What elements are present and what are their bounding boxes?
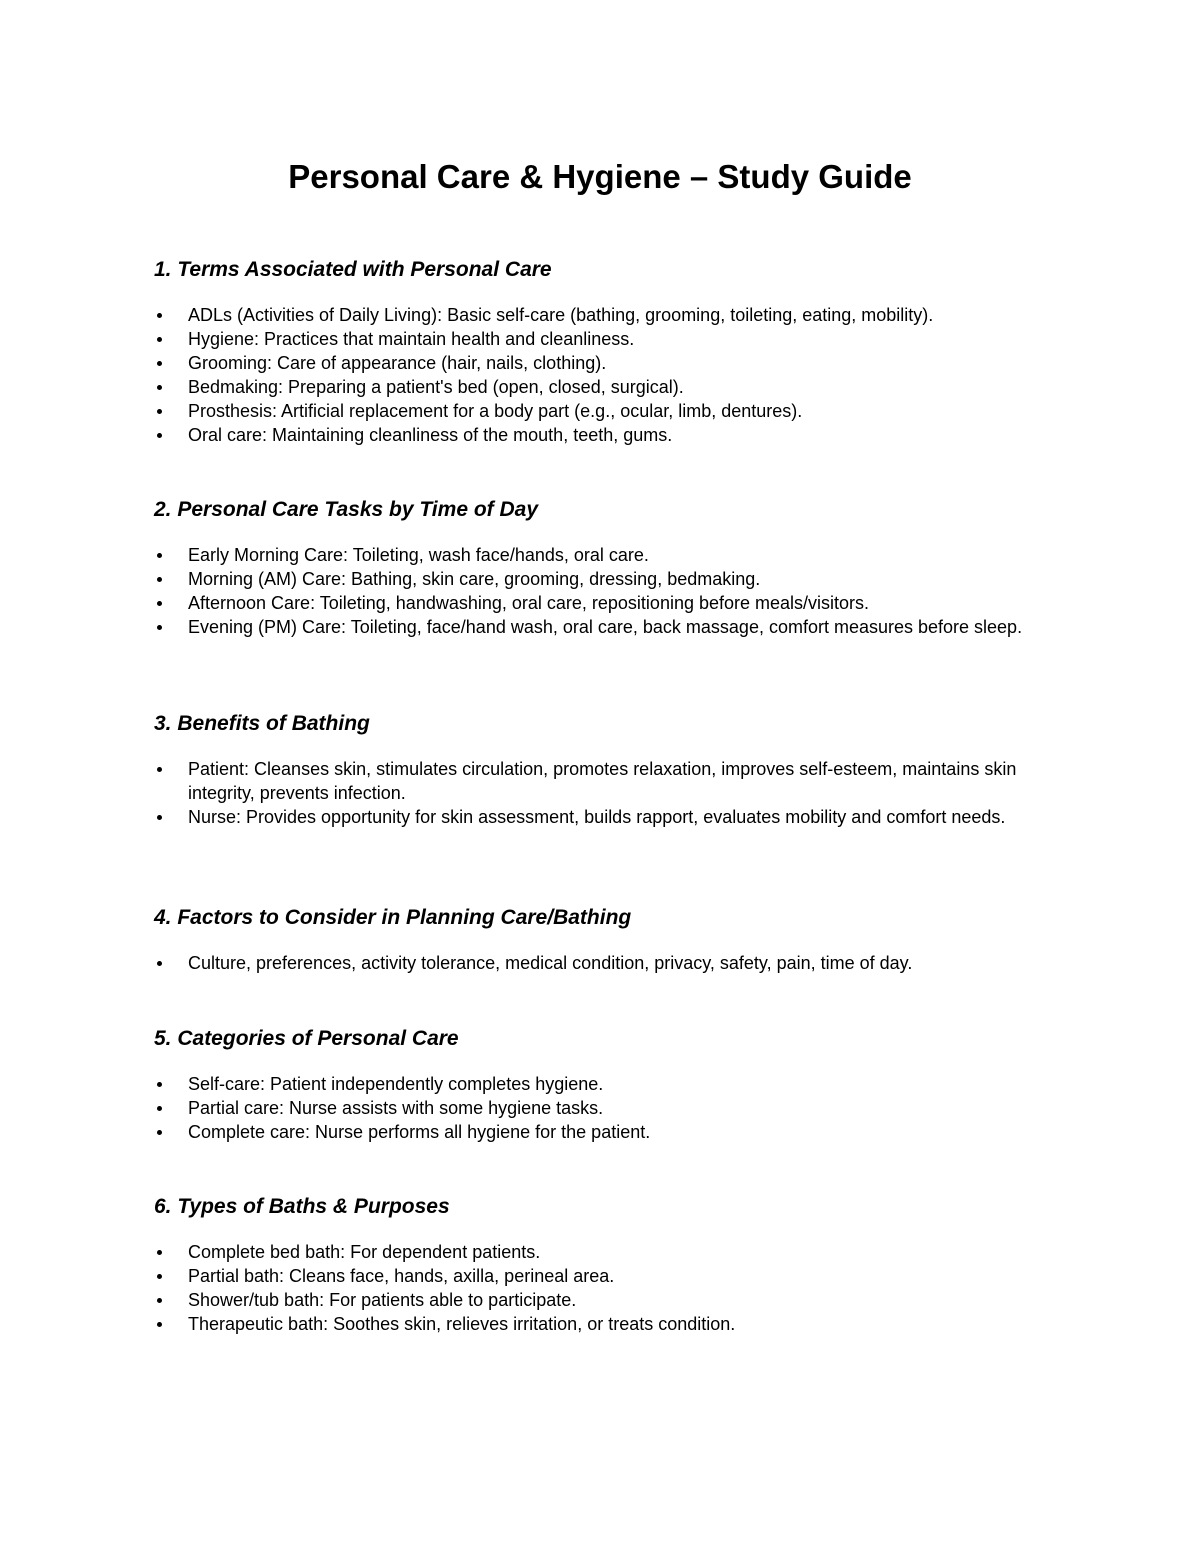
list-item: Hygiene: Practices that maintain health and cleanliness. (154, 327, 1056, 351)
document-title: Personal Care & Hygiene – Study Guide (288, 158, 912, 195)
bullet-icon (157, 385, 162, 390)
list-item: Culture, preferences, activity tolerance, medical condition, privacy, safety, pain, time of day. (154, 951, 1056, 975)
bullet-icon (157, 601, 162, 606)
bullet-icon (157, 1274, 162, 1279)
list-item: Patient: Cleanses skin, stimulates circulation, promotes relaxation, improves self-esteem, maintains skin integrity, prevents infection. (154, 757, 1056, 805)
bullet-icon (157, 625, 162, 630)
section-benefits-of-bathing (154, 709, 1054, 829)
list-item: Oral care: Maintaining cleanliness of the mouth, teeth, gums. (154, 423, 1056, 447)
section-tasks-by-time (154, 495, 1054, 639)
section-categories (154, 1024, 1054, 1144)
bullet-icon (157, 961, 162, 966)
bullet-icon (157, 409, 162, 414)
bullet-icon (157, 1106, 162, 1111)
bullet-list (154, 951, 1054, 975)
section-heading: 4. Factors to Consider in Planning Care/Bathing (154, 906, 632, 929)
list-item: Evening (PM) Care: Toileting, face/hand wash, oral care, back massage, comfort measures before sleep. (154, 615, 1056, 639)
bullet-icon (157, 553, 162, 558)
bullet-icon (157, 433, 162, 438)
section-heading: 3. Benefits of Bathing (154, 712, 370, 735)
list-item: Self-care: Patient independently completes hygiene. (154, 1072, 1056, 1096)
section-types-of-baths (154, 1192, 1054, 1336)
section-heading: 2. Personal Care Tasks by Time of Day (154, 498, 539, 521)
list-item: Partial care: Nurse assists with some hygiene tasks. (154, 1096, 1056, 1120)
list-item: Prosthesis: Artificial replacement for a body part (e.g., ocular, limb, dentures). (154, 399, 1056, 423)
bullet-list (154, 1240, 1054, 1336)
section-terms (154, 255, 1054, 447)
list-item: Afternoon Care: Toileting, handwashing, oral care, repositioning before meals/visitors. (154, 591, 1056, 615)
bullet-icon (157, 1250, 162, 1255)
list-item: ADLs (Activities of Daily Living): Basic self-care (bathing, grooming, toileting, eating, mobility). (154, 303, 1056, 327)
list-item: Nurse: Provides opportunity for skin assessment, builds rapport, evaluates mobility and comfort needs. (154, 805, 1056, 829)
list-item: Early Morning Care: Toileting, wash face/hands, oral care. (154, 543, 1056, 567)
list-item: Partial bath: Cleans face, hands, axilla, perineal area. (154, 1264, 1056, 1288)
section-planning-factors (154, 903, 1054, 975)
bullet-icon (157, 815, 162, 820)
bullet-list (154, 1072, 1054, 1144)
list-item: Bedmaking: Preparing a patient's bed (open, closed, surgical). (154, 375, 1056, 399)
section-heading: 6. Types of Baths & Purposes (154, 1195, 450, 1218)
bullet-list (154, 543, 1054, 639)
bullet-icon (157, 1298, 162, 1303)
bullet-icon (157, 1322, 162, 1327)
bullet-icon (157, 1082, 162, 1087)
bullet-icon (157, 313, 162, 318)
list-item: Complete bed bath: For dependent patients. (154, 1240, 1056, 1264)
section-heading: 5. Categories of Personal Care (154, 1027, 459, 1050)
bullet-icon (157, 361, 162, 366)
list-item: Complete care: Nurse performs all hygiene for the patient. (154, 1120, 1056, 1144)
bullet-list (154, 757, 1054, 829)
bullet-list (154, 303, 1054, 447)
list-item: Shower/tub bath: For patients able to participate. (154, 1288, 1056, 1312)
section-heading: 1. Terms Associated with Personal Care (154, 258, 552, 281)
list-item: Grooming: Care of appearance (hair, nails, clothing). (154, 351, 1056, 375)
bullet-icon (157, 577, 162, 582)
bullet-icon (157, 337, 162, 342)
bullet-icon (157, 1130, 162, 1135)
bullet-icon (157, 767, 162, 772)
list-item: Morning (AM) Care: Bathing, skin care, grooming, dressing, bedmaking. (154, 567, 1056, 591)
list-item: Therapeutic bath: Soothes skin, relieves irritation, or treats condition. (154, 1312, 1056, 1336)
